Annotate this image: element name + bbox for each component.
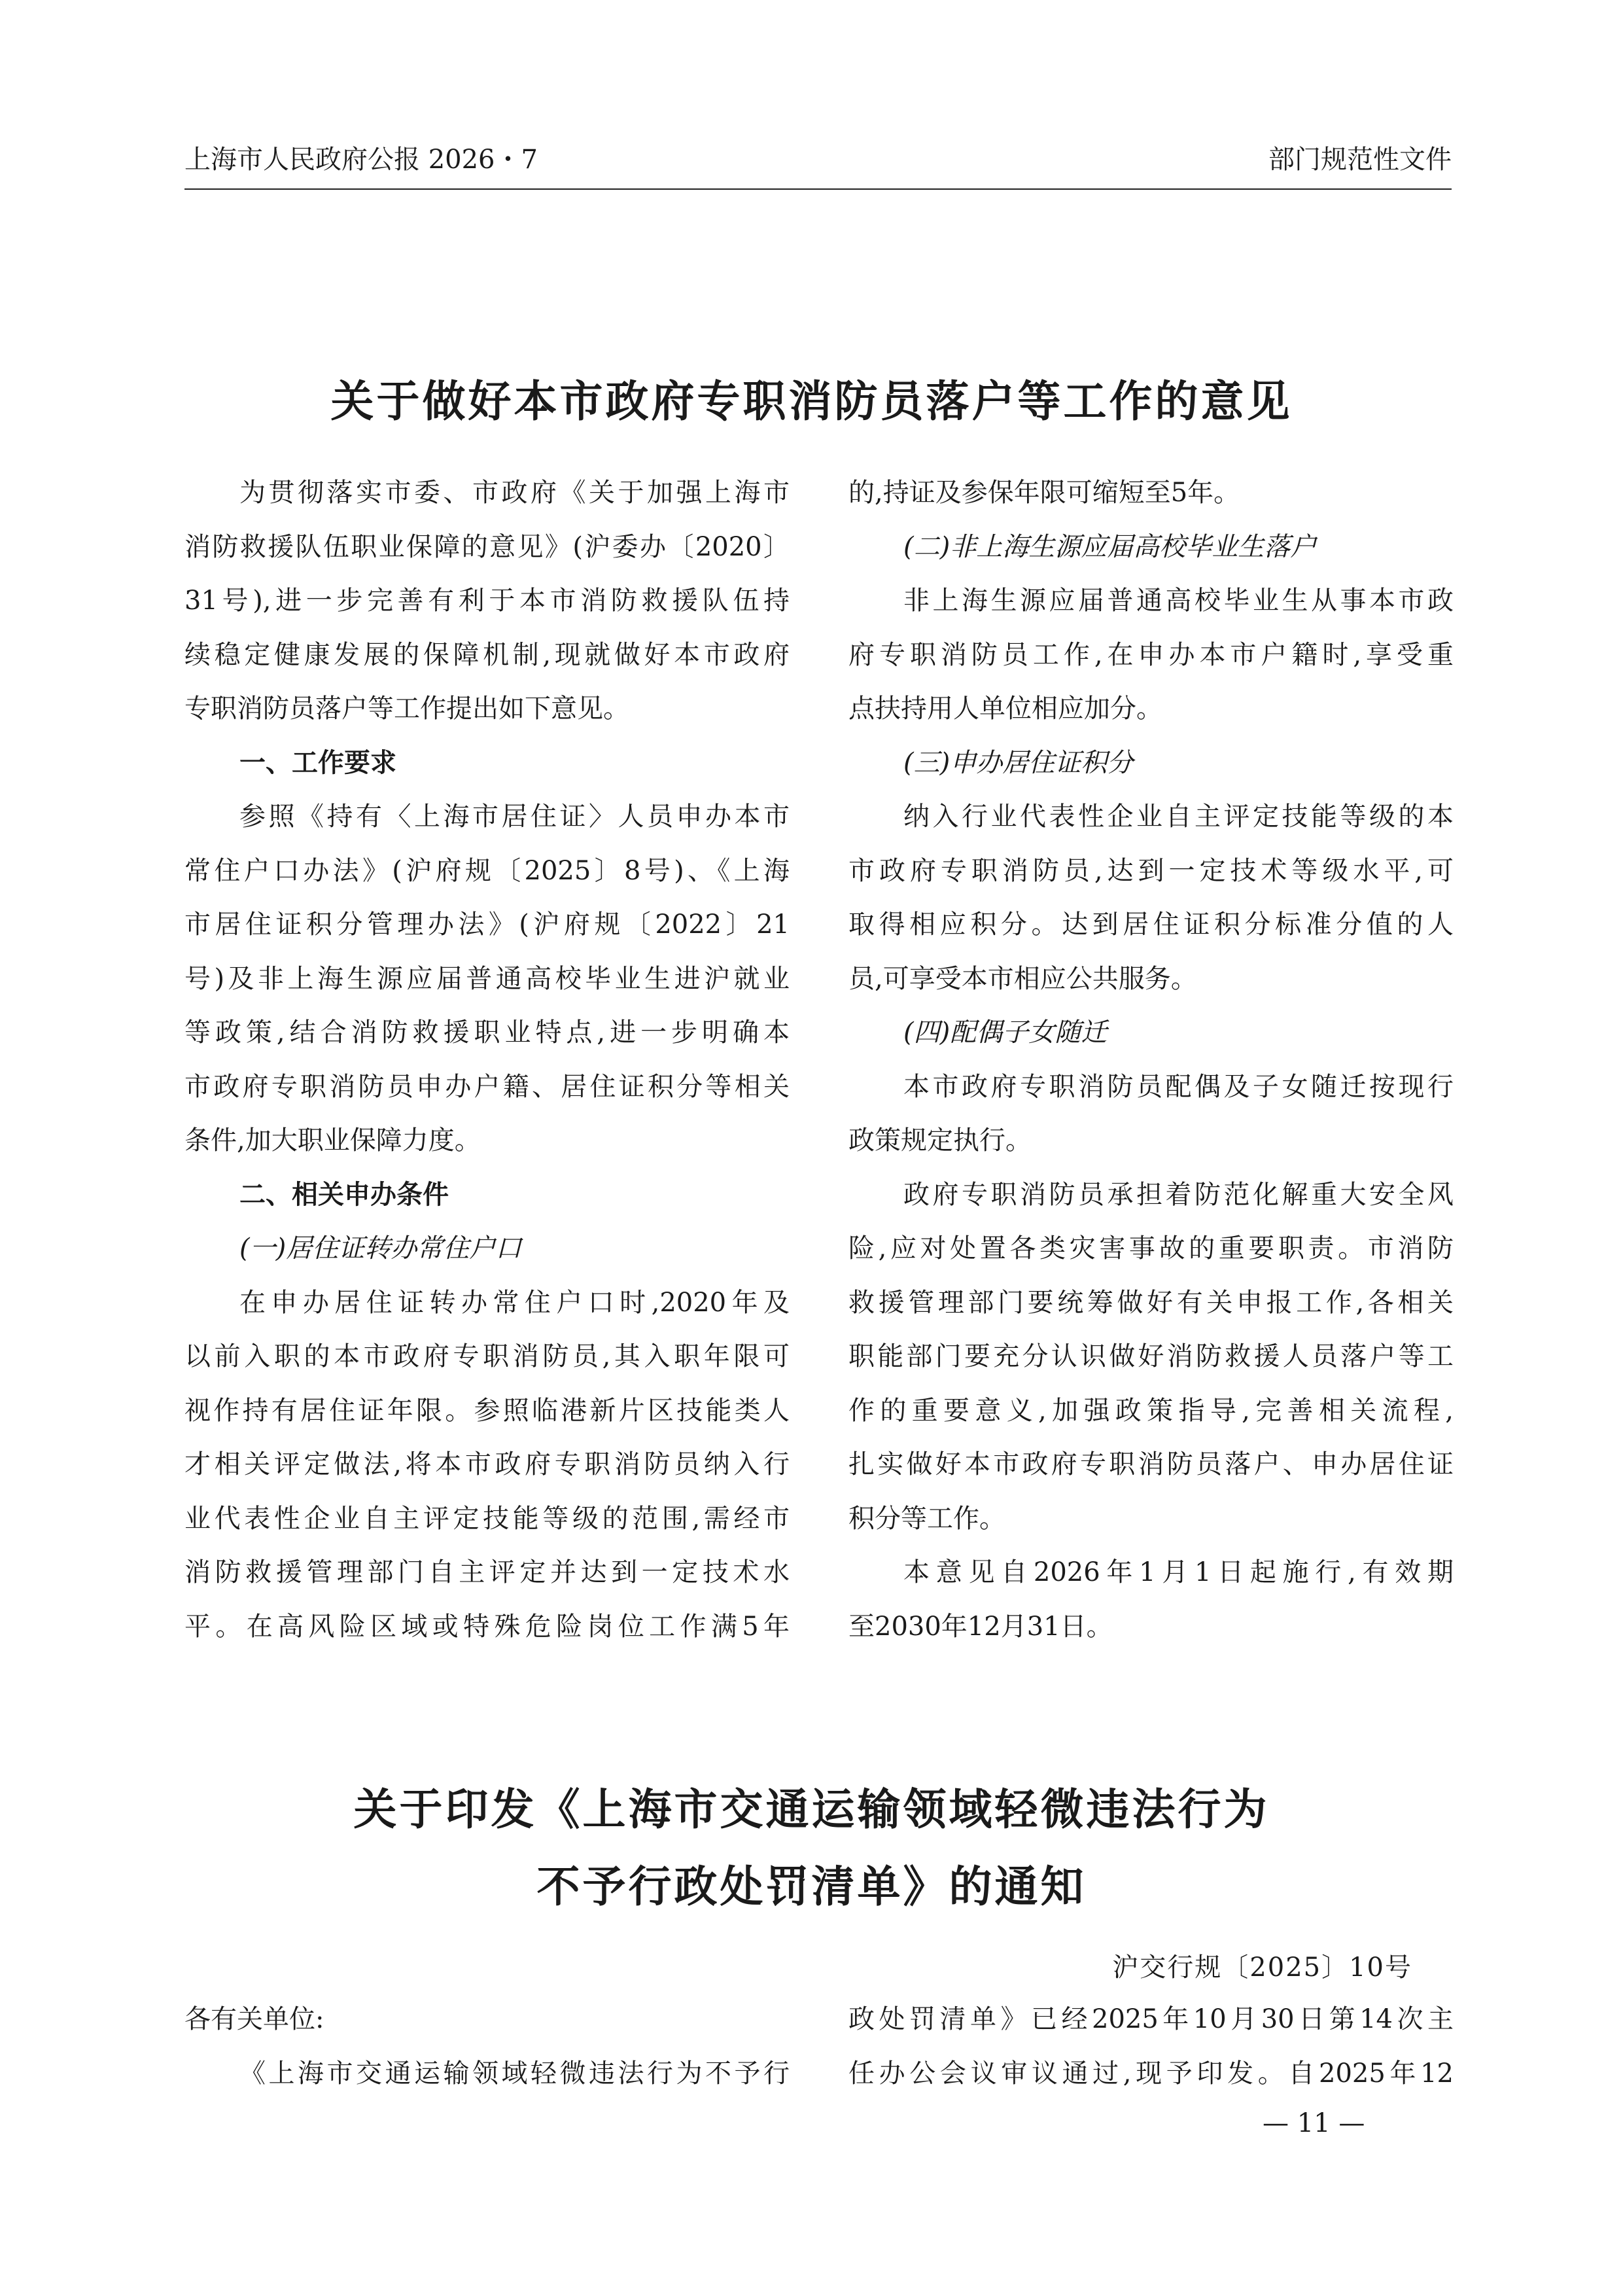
subsection-heading: (二)非上海生源应届高校毕业生落户 — [903, 531, 1317, 562]
text-line: 任办公会议审议通过,现予印发。自2025年12 — [848, 2058, 1454, 2089]
text-line: 市政府专职消防员,达到一定技术等级水平,可 — [848, 855, 1454, 886]
text-line: 至2030年12月31日。 — [848, 1611, 1113, 1642]
text-line: 职能部门要充分认识做好消防救援人员落户等工 — [848, 1341, 1454, 1371]
text-line: 号)及非上海生源应届普通高校毕业生进沪就业 — [184, 963, 790, 994]
text-line: 为贯彻落实市委、市政府《关于加强上海市 — [239, 478, 790, 508]
text-line: 等政策,结合消防救援职业特点,进一步明确本 — [184, 1017, 790, 1048]
text-line: 才相关评定做法,将本市政府专职消防员纳入行 — [184, 1449, 790, 1479]
text-line: 专职消防员落户等工作提出如下意见。 — [184, 694, 629, 724]
text-line: 政府专职消防员承担着防范化解重大安全风 — [903, 1179, 1454, 1210]
journal-header: 上海市人民政府公报 2026・7 — [184, 145, 538, 175]
text-line: 消防救援管理部门自主评定并达到一定技术水 — [184, 1557, 790, 1587]
subsection-heading: (三)申办居住证积分 — [903, 747, 1134, 778]
section-heading: 二、相关申办条件 — [239, 1179, 449, 1210]
text-line: 扎实做好本市政府专职消防员落户、申办居住证 — [848, 1449, 1454, 1479]
text-line: 险,应对处置各类灾害事故的重要职责。市消防 — [848, 1233, 1454, 1263]
text-line: 市政府专职消防员申办户籍、居住证积分等相关 — [184, 1071, 790, 1102]
header-rule — [184, 188, 1452, 190]
text-line: 常住户口办法》(沪府规〔2025〕8号)、《上海 — [184, 855, 790, 886]
section-header: 部门规范性文件 — [1268, 145, 1452, 175]
text-line: 业代表性企业自主评定技能等级的范围,需经市 — [184, 1503, 790, 1534]
text-line: 救援管理部门要统筹做好有关申报工作,各相关 — [848, 1287, 1454, 1318]
text-line: 《上海市交通运输领域轻微违法行为不予行 — [239, 2058, 790, 2089]
text-line: 纳入行业代表性企业自主评定技能等级的本 — [903, 802, 1454, 832]
text-line: 政策规定执行。 — [848, 1125, 1032, 1156]
doc1-left-column — [184, 466, 790, 1653]
text-line: 本市政府专职消防员配偶及子女随迁按现行 — [903, 1071, 1454, 1102]
text-line: 市居住证积分管理办法》(沪府规〔2022〕21 — [184, 910, 790, 940]
text-line: 政处罚清单》已经2025年10月30日第14次主 — [848, 2004, 1454, 2034]
text-line: 各有关单位: — [184, 2004, 324, 2034]
text-line: 31号),进一步完善有利于本市消防救援队伍持 — [184, 586, 790, 616]
text-line: 以前入职的本市政府专职消防员,其入职年限可 — [184, 1341, 790, 1371]
text-line: 视作持有居住证年限。参照临港新片区技能类人 — [184, 1395, 790, 1426]
text-line: 非上海生源应届普通高校毕业生从事本市政 — [903, 586, 1454, 616]
text-line: 积分等工作。 — [848, 1503, 1005, 1534]
text-line: 消防救援队伍职业保障的意见》(沪委办〔2020〕 — [184, 531, 790, 562]
text-line: 参照《持有〈上海市居住证〉人员申办本市 — [239, 802, 790, 832]
text-line: 府专职消防员工作,在申办本市户籍时,享受重 — [848, 639, 1454, 670]
text-line: 续稳定健康发展的保障机制,现就做好本市政府 — [184, 639, 790, 670]
doc2-title-line1: 关于印发《上海市交通运输领域轻微违法行为 — [353, 1784, 1270, 1835]
text-line: 点扶持用人单位相应加分。 — [848, 694, 1162, 724]
page-number: — 11 — — [1263, 2108, 1365, 2138]
text-line: 取得相应积分。达到居住证积分标准分值的人 — [848, 910, 1454, 940]
text-line: 本意见自2026年1月1日起施行,有效期 — [903, 1557, 1454, 1587]
text-line: 员,可享受本市相应公共服务。 — [848, 963, 1197, 994]
doc2-right-column — [848, 1992, 1454, 2100]
subsection-heading: (四)配偶子女随迁 — [903, 1017, 1108, 1048]
subsection-heading: (一)居住证转办常住户口 — [239, 1233, 522, 1263]
text-line: 的,持证及参保年限可缩短至5年。 — [848, 478, 1240, 508]
text-line: 作的重要意义,加强政策指导,完善相关流程, — [848, 1395, 1454, 1426]
doc2-left-column — [184, 1992, 790, 2100]
text-line: 条件,加大职业保障力度。 — [184, 1125, 481, 1156]
section-heading: 一、工作要求 — [239, 747, 396, 778]
text-line: 平。在高风险区域或特殊危险岗位工作满5年 — [184, 1611, 790, 1642]
doc1-right-column — [848, 466, 1454, 1653]
doc2-title-line2: 不予行政处罚清单》的通知 — [536, 1862, 1087, 1912]
doc2-document-number: 沪交行规〔2025〕10号 — [1112, 1952, 1412, 1983]
doc1-title: 关于做好本市政府专职消防员落户等工作的意见 — [330, 376, 1293, 427]
text-line: 在申办居住证转办常住户口时,2020年及 — [239, 1287, 790, 1318]
